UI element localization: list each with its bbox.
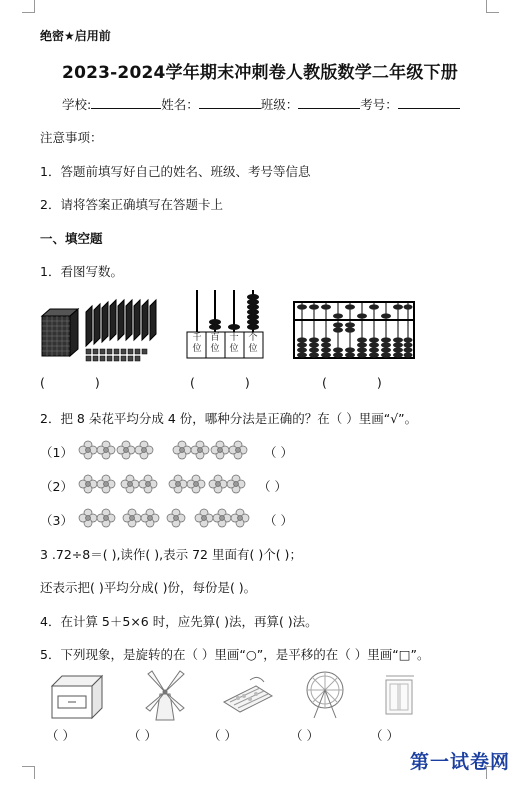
q1-answer-blank-3[interactable] bbox=[322, 375, 382, 390]
school-field[interactable] bbox=[91, 96, 161, 109]
sliding-window-icon bbox=[382, 674, 418, 718]
q1-blank-close: ) bbox=[94, 375, 100, 390]
place-label-tens: 十位 bbox=[229, 333, 239, 354]
drawer-cabinet-icon bbox=[44, 672, 110, 720]
q5-answer-5[interactable]: （ ） bbox=[370, 728, 399, 743]
flower-group-icon bbox=[78, 508, 258, 528]
exam-no-field[interactable] bbox=[398, 96, 460, 109]
q5-answer-4[interactable]: （ ） bbox=[290, 728, 319, 743]
q5-answer-1[interactable]: （ ） bbox=[46, 728, 75, 743]
corner-mark-top-left bbox=[22, 0, 35, 13]
q2-option-1-label: （1） bbox=[40, 445, 73, 460]
school-label: 学校: bbox=[62, 97, 92, 112]
q1-blank-open: ( bbox=[322, 375, 327, 390]
q2-option-2-answer[interactable]: （ ） bbox=[258, 479, 287, 494]
abacus-slide-icon bbox=[220, 672, 276, 718]
q2-option-3-flowers bbox=[78, 508, 258, 532]
secret-label: 绝密★启用前 bbox=[40, 29, 111, 43]
place-label-thousands: 千位 bbox=[192, 333, 202, 354]
question-4: 4．在计算 5＋5×6 时，应先算( )法，再算( )法。 bbox=[40, 614, 318, 629]
q1-blank-open: ( bbox=[190, 375, 195, 390]
thousand-cube-icon bbox=[42, 309, 78, 356]
q1-blank-close: ) bbox=[376, 375, 382, 390]
question-3-line-2: 还表示把( )平均分成( )份，每份是( )。 bbox=[40, 580, 257, 595]
notes-item-1: 1．答题前填写好自己的姓名、班级、考号等信息 bbox=[40, 164, 311, 179]
q2-option-2-label: （2） bbox=[40, 479, 73, 494]
place-value-blocks-figure bbox=[40, 298, 165, 363]
q2-option-1-answer[interactable]: （ ） bbox=[264, 445, 293, 460]
q1-answer-blank-2[interactable] bbox=[190, 375, 250, 390]
corner-mark-bottom-left bbox=[22, 766, 35, 779]
exam-no-label: 考号： bbox=[360, 97, 398, 112]
notes-item-2: 2．请将答案正确填写在答题卡上 bbox=[40, 197, 223, 212]
q1-blank-close: ) bbox=[244, 375, 250, 390]
q5-answer-3[interactable]: （ ） bbox=[208, 728, 237, 743]
flower-group-icon bbox=[78, 474, 248, 494]
name-label: 姓名： bbox=[161, 97, 199, 112]
student-info-line bbox=[62, 95, 460, 113]
exam-title: 2023-2024学年期末冲刺卷人教版数学二年级下册 bbox=[62, 63, 458, 83]
question-2: 2．把 8 朵花平均分成 4 份，哪种分法是正确的？在（ ）里画“√”。 bbox=[40, 411, 418, 426]
corner-mark-top-right bbox=[486, 0, 499, 13]
place-label-ones: 个位 bbox=[248, 333, 258, 354]
question-5: 5．下列现象，是旋转的在（ ）里画“○”，是平移的在（ ）里画“□”。 bbox=[40, 647, 430, 662]
hundred-flats-icon bbox=[86, 300, 156, 346]
section-heading: 一、填空题 bbox=[40, 231, 103, 246]
question-3-line-1: 3 .72÷8＝( ),读作( ),表示 72 里面有( )个( )； bbox=[40, 547, 302, 562]
q2-option-1-flowers bbox=[78, 440, 158, 464]
ferris-wheel-icon bbox=[300, 668, 350, 720]
class-label: 班级： bbox=[260, 97, 299, 112]
windmill-icon bbox=[140, 668, 190, 722]
class-field[interactable] bbox=[298, 96, 360, 109]
q2-option-2-flowers bbox=[78, 474, 248, 498]
question-1: 1．看图写数。 bbox=[40, 264, 123, 279]
unit-cubes-icon bbox=[86, 349, 147, 361]
name-field[interactable] bbox=[199, 96, 261, 109]
abacus-figure bbox=[292, 300, 416, 360]
site-watermark: 第一试卷网 bbox=[409, 751, 510, 773]
place-label-hundreds: 百位 bbox=[210, 333, 220, 354]
q2-option-3-label: （3） bbox=[40, 513, 73, 528]
q1-answer-blank-1[interactable] bbox=[40, 375, 100, 390]
flower-group-icon bbox=[78, 440, 158, 460]
notes-heading: 注意事项： bbox=[40, 130, 103, 145]
q1-blank-open: ( bbox=[40, 375, 45, 390]
q2-option-3-answer[interactable]: （ ） bbox=[264, 513, 293, 528]
flower-group-icon bbox=[172, 440, 252, 460]
q5-answer-2[interactable]: （ ） bbox=[128, 728, 157, 743]
q2-option-1-flowers-b bbox=[172, 440, 252, 464]
